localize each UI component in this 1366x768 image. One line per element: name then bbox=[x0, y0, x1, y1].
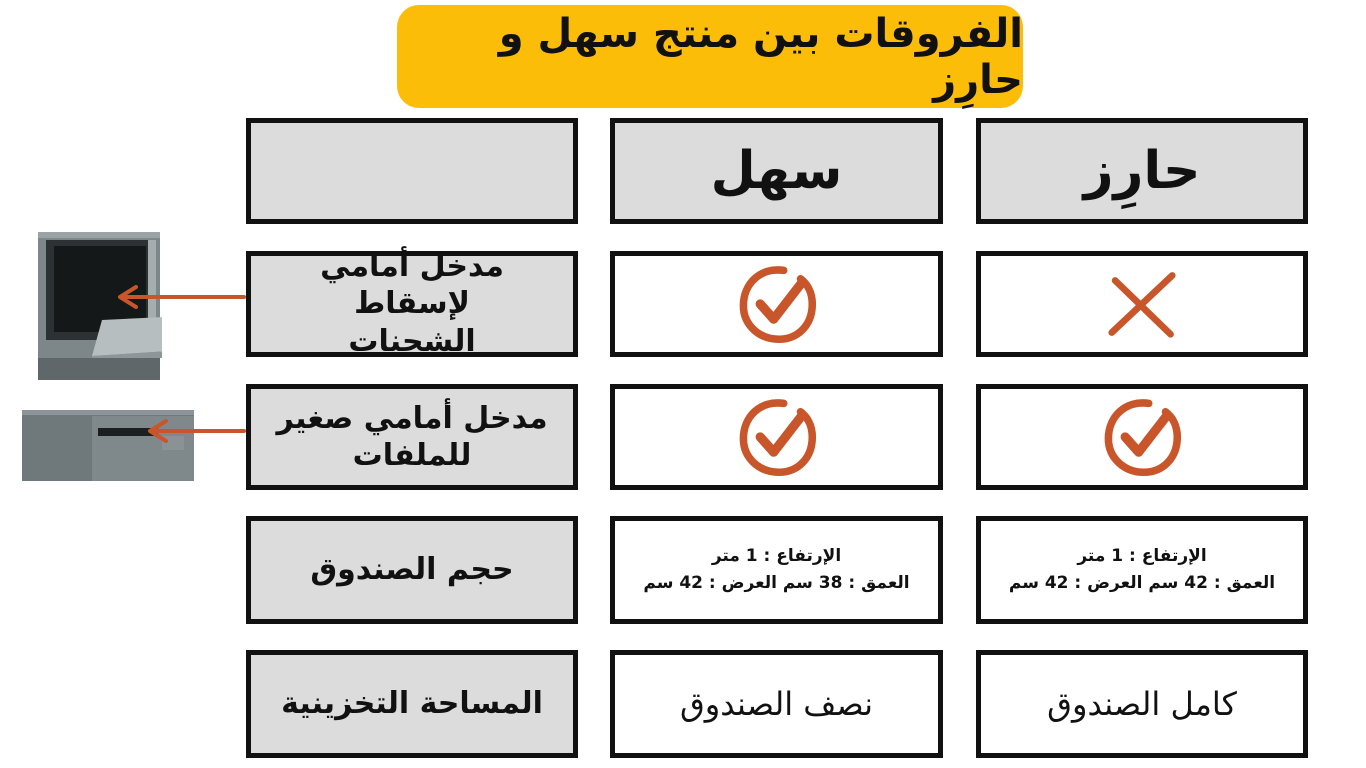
row-label-text: حجم الصندوق bbox=[310, 552, 514, 588]
row-label-line: الشحنات bbox=[348, 323, 476, 359]
storage-value-hariz: كامل الصندوق bbox=[1047, 685, 1237, 723]
row-label-text: المساحة التخزينية bbox=[281, 686, 543, 722]
storage-sahl-cell bbox=[610, 650, 943, 758]
header-empty-cell bbox=[246, 118, 578, 224]
arrow-left-icon bbox=[112, 285, 246, 309]
column-title-hariz: حارِز bbox=[1083, 141, 1201, 201]
row-label-front-small bbox=[246, 384, 578, 490]
check-circle-icon bbox=[1100, 395, 1184, 479]
box-size-hariz-cell bbox=[976, 516, 1308, 624]
row-label-line: مدخل أمامي صغير bbox=[276, 400, 548, 436]
page-title: الفروقات بين منتج سهل و حارِز bbox=[498, 10, 1023, 103]
check-circle-icon bbox=[735, 395, 819, 479]
row-label-storage bbox=[246, 650, 578, 758]
row-label-line: مدخل أمامي لإسقاط bbox=[320, 248, 504, 322]
dimension-height: الإرتفاع : 1 متر bbox=[711, 545, 842, 566]
dimension-height: الإرتفاع : 1 متر bbox=[1077, 545, 1207, 566]
header-sahl-cell bbox=[610, 118, 943, 224]
row-label-box-size bbox=[246, 516, 578, 624]
front-parcel-sahl-cell bbox=[610, 251, 943, 357]
column-title-sahl: سهل bbox=[710, 141, 843, 201]
row-label-line: للملفات bbox=[352, 438, 472, 473]
row-label-front-parcel bbox=[246, 248, 578, 359]
dimension-depth-width: العمق : 38 سم العرض : 42 سم bbox=[643, 573, 910, 593]
storage-value-sahl: نصف الصندوق bbox=[679, 685, 874, 723]
front-small-sahl-cell bbox=[610, 384, 943, 490]
cross-icon bbox=[1100, 262, 1184, 346]
arrow-left-icon bbox=[142, 419, 246, 443]
header-hariz-cell bbox=[976, 118, 1308, 224]
storage-hariz-cell bbox=[976, 650, 1308, 758]
title-banner bbox=[397, 5, 1023, 108]
check-circle-icon bbox=[735, 262, 819, 346]
box-size-sahl-cell bbox=[610, 516, 943, 624]
dimension-depth-width: العمق : 42 سم العرض : 42 سم bbox=[1008, 573, 1276, 593]
front-parcel-hariz-cell bbox=[976, 251, 1308, 357]
front-small-hariz-cell bbox=[976, 384, 1308, 490]
